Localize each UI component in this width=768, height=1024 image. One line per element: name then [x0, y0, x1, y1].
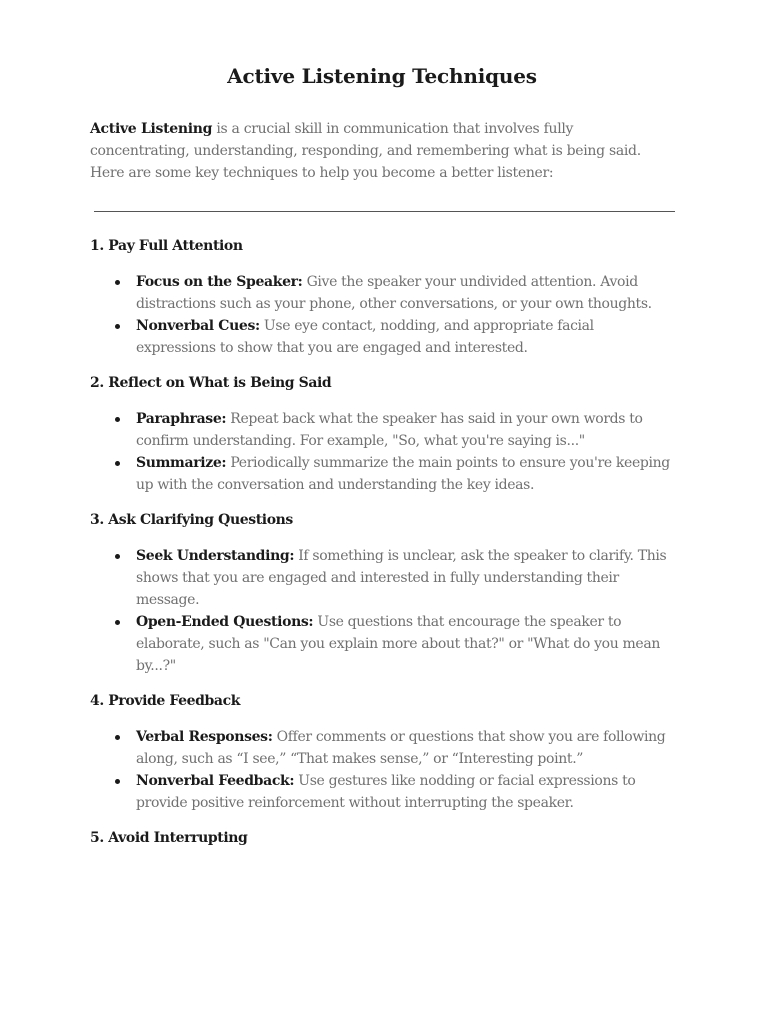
item-term: Seek Understanding: — [136, 548, 295, 564]
item-text: Use gestures like nodding or facial expressions to provide positive reinforcement without interrupting the speaker. — [136, 773, 636, 811]
item-term: Summarize: — [136, 455, 227, 471]
list-item — [90, 315, 674, 359]
list-item — [90, 726, 674, 770]
item-text: Repeat back what the speaker has said in your own words to confirm understanding. For example, "So, what you're saying is..." — [136, 411, 643, 449]
item-term: Nonverbal Cues: — [136, 318, 260, 334]
section-heading-avoid-interrupting: 5. Avoid Interrupting — [90, 830, 248, 846]
list-item — [90, 770, 674, 814]
item-text: Periodically summarize the main points to ensure you're keeping up with the conversation and understanding the key ideas. — [136, 455, 670, 493]
item-term: Open-Ended Questions: — [136, 614, 314, 630]
item-text: If something is unclear, ask the speaker to clarify. This shows that you are engaged and interested in fully understanding their message. — [136, 548, 667, 608]
list-item — [90, 271, 674, 315]
bullet-icon — [115, 779, 120, 784]
intro-paragraph — [90, 118, 674, 184]
list-item — [90, 408, 674, 452]
item-term: Focus on the Speaker: — [136, 274, 303, 290]
bullet-icon — [115, 461, 120, 466]
bullet-icon — [115, 280, 120, 285]
section-heading-reflect: 2. Reflect on What is Being Said — [90, 375, 332, 391]
item-term: Nonverbal Feedback: — [136, 773, 295, 789]
section-heading-provide-feedback: 4. Provide Feedback — [90, 693, 241, 709]
intro-term: Active Listening — [90, 121, 213, 137]
bullet-icon — [115, 324, 120, 329]
bullet-icon — [115, 417, 120, 422]
bullet-list-pay-full-attention — [90, 271, 674, 359]
bullet-list-provide-feedback — [90, 726, 674, 814]
item-term: Verbal Responses: — [136, 729, 273, 745]
item-text: Give the speaker your undivided attention. Avoid distractions such as your phone, other conversations, or your own thoughts. — [136, 274, 652, 312]
bullet-list-clarifying-questions — [90, 545, 674, 677]
bullet-icon — [115, 735, 120, 740]
bullet-list-reflect — [90, 408, 674, 496]
item-text: Offer comments or questions that show you are following along, such as “I see,” “That makes sense,” or “Interesting point.” — [136, 729, 666, 767]
list-item — [90, 452, 674, 496]
bullet-icon — [115, 620, 120, 625]
intro-text: is a crucial skill in communication that involves fully concentrating, understanding, responding, and remembering what is being said. Here are some key techniques to help you become a better listener: — [90, 121, 641, 181]
item-text: Use eye contact, nodding, and appropriate facial expressions to show that you are engaged and interested. — [136, 318, 594, 356]
item-text: Use questions that encourage the speaker to elaborate, such as "Can you explain more about that?" or "What do you mean by...?" — [136, 614, 661, 674]
horizontal-divider — [94, 211, 675, 212]
page-title: Active Listening Techniques — [227, 64, 537, 88]
list-item — [90, 611, 674, 677]
item-term: Paraphrase: — [136, 411, 227, 427]
bullet-icon — [115, 554, 120, 559]
section-heading-clarifying-questions: 3. Ask Clarifying Questions — [90, 512, 293, 528]
section-heading-pay-full-attention: 1. Pay Full Attention — [90, 238, 243, 254]
list-item — [90, 545, 674, 611]
